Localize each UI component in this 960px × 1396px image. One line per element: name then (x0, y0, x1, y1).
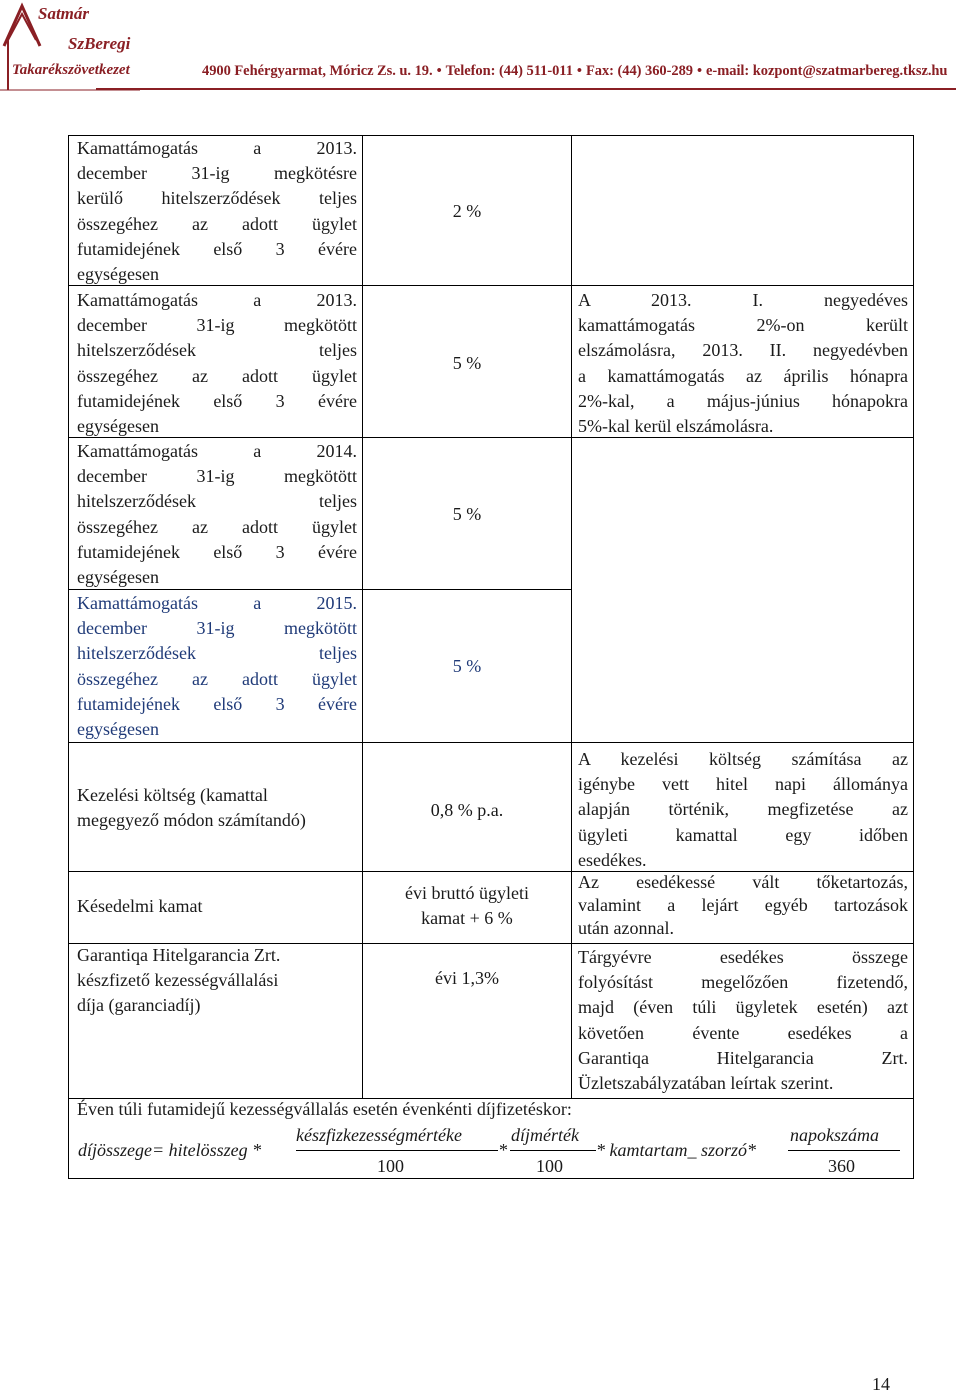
note-line: után azonnal. (578, 918, 674, 938)
note-line: alapján történik, megfizetése az (578, 799, 908, 820)
note-line: 5%-kal kerül elszámolásra. (578, 416, 774, 437)
label-line: Kamattámogatás a 2013. (77, 290, 357, 310)
note-line: esedékes. (578, 849, 647, 870)
row-5-note (578, 747, 908, 873)
formula-middle: * kamtartam_ szorzó* (596, 1140, 757, 1160)
label-line: összegéhez az adott ügylet (77, 213, 357, 234)
label-line: futamidejének első 3 évére (77, 693, 357, 714)
note-line: Üzletszabályzatában leírtak szerint. (578, 1073, 834, 1094)
label-line: készfizető kezességvállalási (77, 970, 279, 991)
row-4-label (77, 591, 357, 742)
label-line: Garantiqa Hitelgarancia Zrt. (77, 945, 281, 965)
footer-text: Éven túli futamidejű kezességvállalás esetén évenkénti díjfizetéskor: (77, 1099, 572, 1119)
page-number: 14 (872, 1374, 890, 1394)
note-line: kamattámogatás 2%-on került (578, 315, 908, 336)
fraction-bar (296, 1150, 498, 1151)
note-line: folyósítást megelőzően fizetendő, (578, 972, 908, 993)
contact-line (202, 63, 947, 80)
label-line: hitelszerződések teljes (77, 491, 357, 512)
contact-fax: Fax: (44) 360-289 (585, 63, 694, 79)
note-line: 2%-kal, a május-június hónapokra (578, 390, 908, 411)
label-line: megegyező módon számítandó) (77, 810, 306, 831)
logo-text-szberegi: SzBeregi (68, 34, 131, 53)
label-line: Kamattámogatás a 2013. (77, 138, 357, 158)
separator: • (697, 63, 703, 79)
row-divider (571, 285, 914, 286)
label-line: díja (garanciadíj) (77, 995, 201, 1016)
label-line: kerülő hitelszerződések teljes (77, 188, 357, 209)
formula-lhs: díjösszege= hitelösszeg * (78, 1140, 262, 1160)
row-6-note (578, 871, 908, 940)
note-line: valamint a lejárt egyéb tartozások (578, 895, 908, 915)
note-line: ügyleti kamattal egy időben (578, 824, 908, 845)
note-line: A kezelési költség számítása az (578, 749, 908, 769)
label-line: december 31-ig megkötött (77, 618, 357, 639)
note-line: Garantiqa Hitelgarancia Zrt. (578, 1047, 908, 1068)
row-7-note (578, 945, 908, 1096)
label-line: december 31-ig megkötött (77, 466, 357, 487)
value-line: kamat + 6 % (421, 908, 513, 929)
separator: • (436, 63, 442, 79)
note-line: követően évente esedékes a (578, 1022, 908, 1043)
label-line: egységesen (77, 567, 159, 588)
note-line: Tárgyévre esedékes összege (578, 947, 908, 967)
fraction-bar (510, 1150, 596, 1151)
label-line: Kezelési költség (kamattal (77, 785, 268, 805)
contact-email[interactable]: e-mail: kozpont@szatmarbereg.tksz.hu (706, 63, 948, 79)
formula-frac1-den: 100 (377, 1156, 404, 1176)
separator: • (576, 63, 582, 79)
row-4-value: 5 % (452, 656, 482, 676)
formula-frac3-num: napokszáma (790, 1125, 879, 1145)
row-2-note (578, 288, 908, 439)
label-line: futamidejének első 3 évére (77, 541, 357, 562)
label-line: december 31-ig megkötött (77, 315, 357, 336)
label-line: futamidejének első 3 évére (77, 390, 357, 411)
label-line: egységesen (77, 416, 159, 437)
note-line: a kamattámogatás az április hónapra (578, 365, 908, 386)
value-line: évi bruttó ügyleti (405, 883, 529, 903)
row-2-label (77, 288, 357, 439)
row-3-label (77, 439, 357, 590)
note-line: elszámolásra, 2013. II. negyedévben (578, 340, 908, 361)
column-divider (571, 135, 572, 1098)
note-line: A 2013. I. negyedéves (578, 290, 908, 310)
formula-times: * (499, 1140, 508, 1160)
label-line: hitelszerződések teljes (77, 340, 357, 361)
label-line: Kamattámogatás a 2014. (77, 441, 357, 461)
row-6-label: Késedelmi kamat (77, 896, 203, 916)
label-line: egységesen (77, 264, 159, 285)
contact-address: 4900 Fehérgyarmat, Móricz Zs. u. 19. (202, 63, 433, 79)
logo-text-satmar: Satmár (38, 4, 90, 23)
fraction-bar (788, 1150, 900, 1151)
row-7-value: évi 1,3% (435, 968, 499, 988)
note-line: igénybe vett hitel napi állománya (578, 774, 908, 795)
row-2-value: 5 % (452, 353, 482, 373)
row-divider (571, 742, 914, 743)
label-line: összegéhez az adott ügylet (77, 668, 357, 689)
label-line: hitelszerződések teljes (77, 643, 357, 664)
logo-text-takarekszovetkezet: Takarékszövetkezet (12, 62, 130, 78)
label-line: Kamattámogatás a 2015. (77, 593, 357, 613)
row-5-value: 0,8 % p.a. (430, 800, 504, 820)
label-line: december 31-ig megkötésre (77, 163, 357, 184)
label-line: összegéhez az adott ügylet (77, 365, 357, 386)
label-line: egységesen (77, 719, 159, 740)
formula-frac2-num: díjmérték (511, 1125, 579, 1145)
note-line: Az esedékessé vált tőketartozás, (578, 872, 908, 892)
row-1-value: 2 % (452, 201, 482, 221)
row-1-label (77, 136, 357, 287)
note-line: majd (éven túli ügyletek esetén) azt (578, 997, 908, 1018)
label-line: futamidejének első 3 évére (77, 238, 357, 259)
header-rule (96, 88, 956, 90)
formula-frac2-den: 100 (536, 1156, 563, 1176)
formula-frac1-num: készfizkezességmértéke (296, 1125, 462, 1145)
row-7-label (77, 943, 357, 1019)
contact-phone: Telefon: (44) 511-011 (445, 63, 573, 79)
row-6-value (363, 881, 571, 931)
column-divider (362, 135, 363, 1098)
formula-frac3-den: 360 (828, 1156, 855, 1176)
row-3-value: 5 % (452, 504, 482, 524)
row-5-label (77, 783, 357, 833)
label-line: összegéhez az adott ügylet (77, 516, 357, 537)
